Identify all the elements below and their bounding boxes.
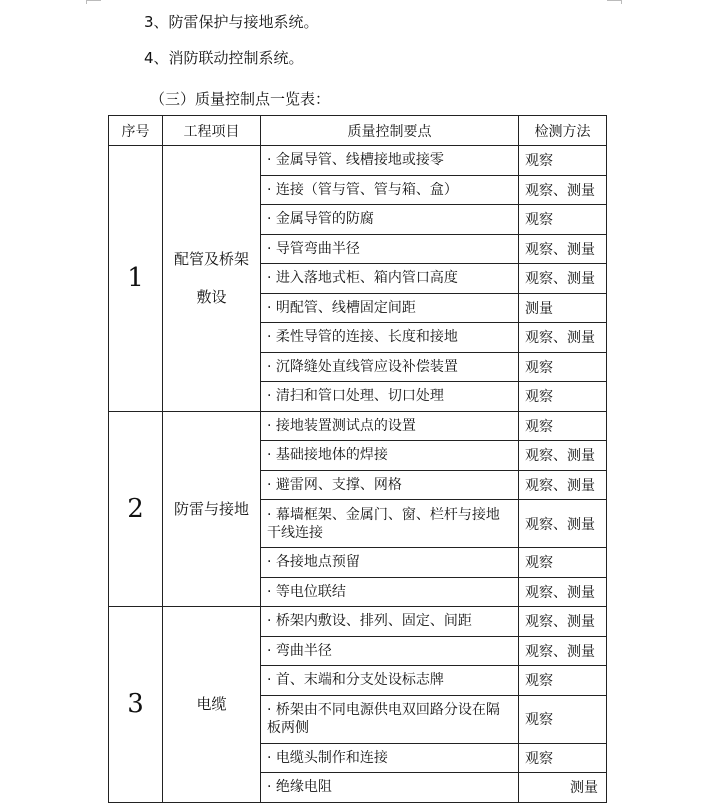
inspection-method: 观察 — [519, 146, 607, 176]
control-point: · 进入落地式柜、箱内管口高度 — [261, 264, 519, 294]
quality-control-table — [108, 115, 607, 803]
control-point: · 导管弯曲半径 — [261, 234, 519, 264]
control-point: · 弯曲半径 — [261, 636, 519, 666]
group-project-line: 电缆 — [196, 695, 227, 714]
table-row — [109, 607, 607, 637]
inspection-method: 观察、测量 — [519, 636, 607, 666]
control-point: · 明配管、线槽固定间距 — [261, 293, 519, 323]
page-corner-mark-right — [607, 0, 622, 4]
control-point: · 柔性导管的连接、长度和接地 — [261, 323, 519, 353]
section-title: （三）质量控制点一览表： — [150, 90, 331, 108]
group-project — [163, 607, 261, 803]
control-point: · 接地装置测试点的设置 — [261, 411, 519, 441]
table-row — [109, 146, 607, 176]
table-row — [109, 411, 607, 441]
table-header-row — [109, 116, 607, 146]
header-control-points: 质量控制要点 — [261, 116, 519, 146]
control-point: · 连接（管与管、管与箱、盒） — [261, 175, 519, 205]
list-item-lightning-grounding: 3、防雷保护与接地系统。 — [144, 13, 319, 31]
inspection-method: 观察、测量 — [519, 175, 607, 205]
header-no: 序号 — [109, 116, 163, 146]
control-point: · 桥架由不同电源供电双回路分设在隔板两侧 — [261, 695, 519, 743]
control-point: · 等电位联结 — [261, 577, 519, 607]
control-point: · 桥架内敷设、排列、固定、间距 — [261, 607, 519, 637]
inspection-method: 观察、测量 — [519, 607, 607, 637]
control-point: · 幕墙框架、金属门、窗、栏杆与接地干线连接 — [261, 500, 519, 548]
group-project-line: 防雷与接地 — [173, 499, 249, 518]
inspection-method: 观察、测量 — [519, 470, 607, 500]
inspection-method: 测量 — [519, 773, 607, 803]
control-point: · 金属导管、线槽接地或接零 — [261, 146, 519, 176]
control-point: · 绝缘电阻 — [261, 773, 519, 803]
inspection-method: 测量 — [519, 293, 607, 323]
group-project — [163, 146, 261, 412]
list-item-fire-linkage: 4、消防联动控制系统。 — [144, 49, 304, 67]
inspection-method: 观察 — [519, 411, 607, 441]
inspection-method: 观察 — [519, 205, 607, 235]
inspection-method: 观察、测量 — [519, 577, 607, 607]
group-number: 2 — [109, 411, 163, 607]
group-project-line: 敷设 — [196, 288, 227, 307]
control-point: · 沉降缝处直线管应设补偿装置 — [261, 352, 519, 382]
inspection-method: 观察 — [519, 666, 607, 696]
inspection-method: 观察、测量 — [519, 441, 607, 471]
page-corner-mark-left — [86, 0, 101, 4]
header-inspection-method: 检测方法 — [519, 116, 607, 146]
inspection-method: 观察 — [519, 695, 607, 743]
control-point: · 各接地点预留 — [261, 548, 519, 578]
control-point: · 金属导管的防腐 — [261, 205, 519, 235]
group-project-line: 配管及桥架 — [173, 250, 249, 269]
group-project — [163, 411, 261, 607]
inspection-method: 观察、测量 — [519, 264, 607, 294]
control-point: · 电缆头制作和连接 — [261, 743, 519, 773]
group-number: 3 — [109, 607, 163, 803]
inspection-method: 观察、测量 — [519, 234, 607, 264]
header-project: 工程项目 — [163, 116, 261, 146]
control-point: · 清扫和管口处理、切口处理 — [261, 382, 519, 412]
inspection-method: 观察、测量 — [519, 500, 607, 548]
inspection-method: 观察、测量 — [519, 323, 607, 353]
inspection-method: 观察 — [519, 382, 607, 412]
inspection-method: 观察 — [519, 743, 607, 773]
group-number: 1 — [109, 146, 163, 412]
control-point: · 基础接地体的焊接 — [261, 441, 519, 471]
control-point: · 首、末端和分支处设标志牌 — [261, 666, 519, 696]
inspection-method: 观察 — [519, 352, 607, 382]
control-point: · 避雷网、支撑、网格 — [261, 470, 519, 500]
inspection-method: 观察 — [519, 548, 607, 578]
